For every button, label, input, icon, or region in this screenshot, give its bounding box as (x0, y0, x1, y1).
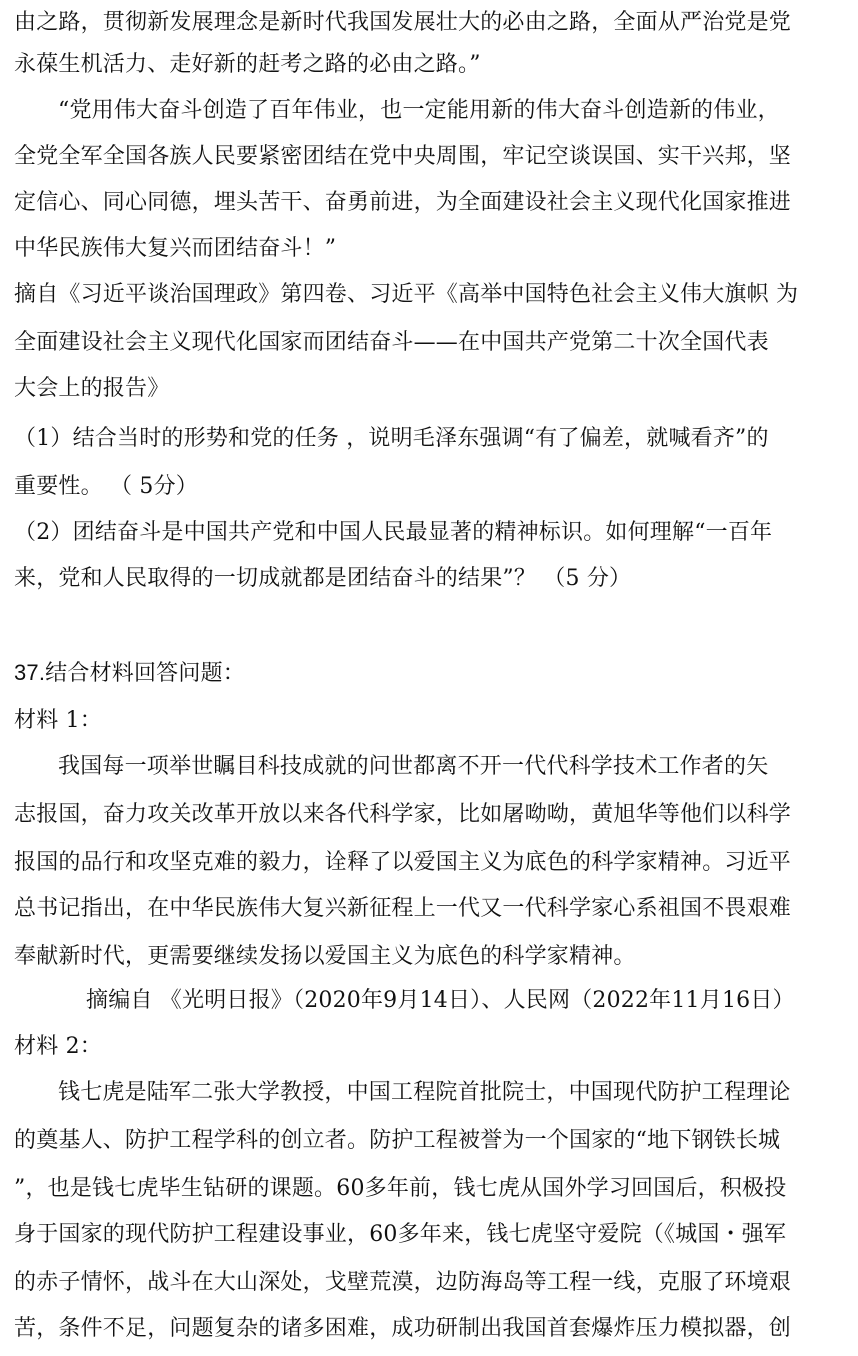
material-1-line-2: 志报国，奋力攻关改革开放以来各代科学家，比如屠呦呦，黄旭华等他们以科学 (14, 802, 792, 827)
material-2-line-1: 钱七虎是陆军二张大学教授，中国工程院首批院士，中国现代防护工程理论 (58, 1080, 791, 1105)
text-line-3: “党用伟大奋斗创造了百年伟业，也一定能用新的伟大奋斗创造新的伟业， (58, 98, 780, 123)
text-line-4: 全党全军全国各族人民要紧密团结在党中央周围，牢记空谈误国、实干兴邦，坚 (14, 144, 792, 169)
material-2-line-2: 的奠基人、防护工程学科的创立者。防护工程被誉为一个国家的“地下钢铁长城 (14, 1128, 781, 1153)
source-line-2: 全面建设社会主义现代化国家而团结奋斗——在中国共产党第二十次全国代表 (14, 330, 769, 355)
material-2-line-5: 的赤子情怀，战斗在大山深处，戈壁荒漠，边防海岛等工程一线，克服了环境艰 (14, 1270, 792, 1295)
material-2-label: 材料 2： (14, 1034, 102, 1059)
text-line-1: 由之路，贯彻新发展理念是新时代我国发展壮大的必由之路，全面从严治党是党 (14, 10, 792, 35)
question-1-line-1: （1）结合当时的形势和党的任务 ，说明毛泽东强调“有了偏差，就喊看齐”的 (14, 426, 769, 451)
material-1-line-1: 我国每一项举世瞩目科技成就的问世都离不开一代代科学技术工作者的矢 (58, 754, 769, 779)
material-2-line-6: 苦，条件不足，问题复杂的诸多困难，成功研制出我国首套爆炸压力模拟器，创 (14, 1316, 792, 1341)
text-line-2: 永葆生机活力、走好新的赶考之路的必由之路。” (14, 52, 481, 77)
material-1-line-4: 总书记指出，在中华民族伟大复兴新征程上一代又一代科学家心系祖国不畏艰难 (14, 896, 792, 921)
material-2-line-4: 身于国家的现代防护工程建设事业，60多年来，钱七虎坚守爱院（《城国・强军 (14, 1222, 787, 1247)
material-1-line-3: 报国的品行和攻坚克难的毅力，诠释了以爱国主义为底色的科学家精神。习近平 (14, 850, 792, 875)
text-line-6: 中华民族伟大复兴而团结奋斗！” (14, 236, 337, 261)
question-1-line-2: 重要性。 （ 5分） (14, 474, 198, 499)
material-1-source: 摘编自 《光明日报》（2020年9月14日）、人民网（2022年11月16日） (86, 988, 795, 1013)
question-2-line-2: 来，党和人民取得的一切成就都是团结奋斗的结果”？ （5 分） (14, 566, 632, 591)
question-2-line-1: （2）团结奋斗是中国共产党和中国人民最显著的精神标识。如何理解“一百年 (14, 520, 773, 545)
text-line-5: 定信心、同心同德，埋头苦干、奋勇前进，为全面建设社会主义现代化国家推进 (14, 190, 792, 215)
material-2-line-3: ”，也是钱七虎毕生钻研的课题。60多年前，钱七虎从国外学习回国后，积极投 (14, 1176, 787, 1201)
material-1-line-5: 奉献新时代，更需要继续发扬以爱国主义为底色的科学家精神。 (14, 944, 636, 969)
material-1-label: 材料 1： (14, 708, 102, 733)
source-line-1: 摘自《习近平谈治国理政》第四卷、习近平《高举中国特色社会主义伟大旗帜 为 (14, 282, 799, 307)
question-37-heading: 37.结合材料回答问题： (14, 660, 245, 685)
source-line-3: 大会上的报告》 (14, 376, 170, 401)
